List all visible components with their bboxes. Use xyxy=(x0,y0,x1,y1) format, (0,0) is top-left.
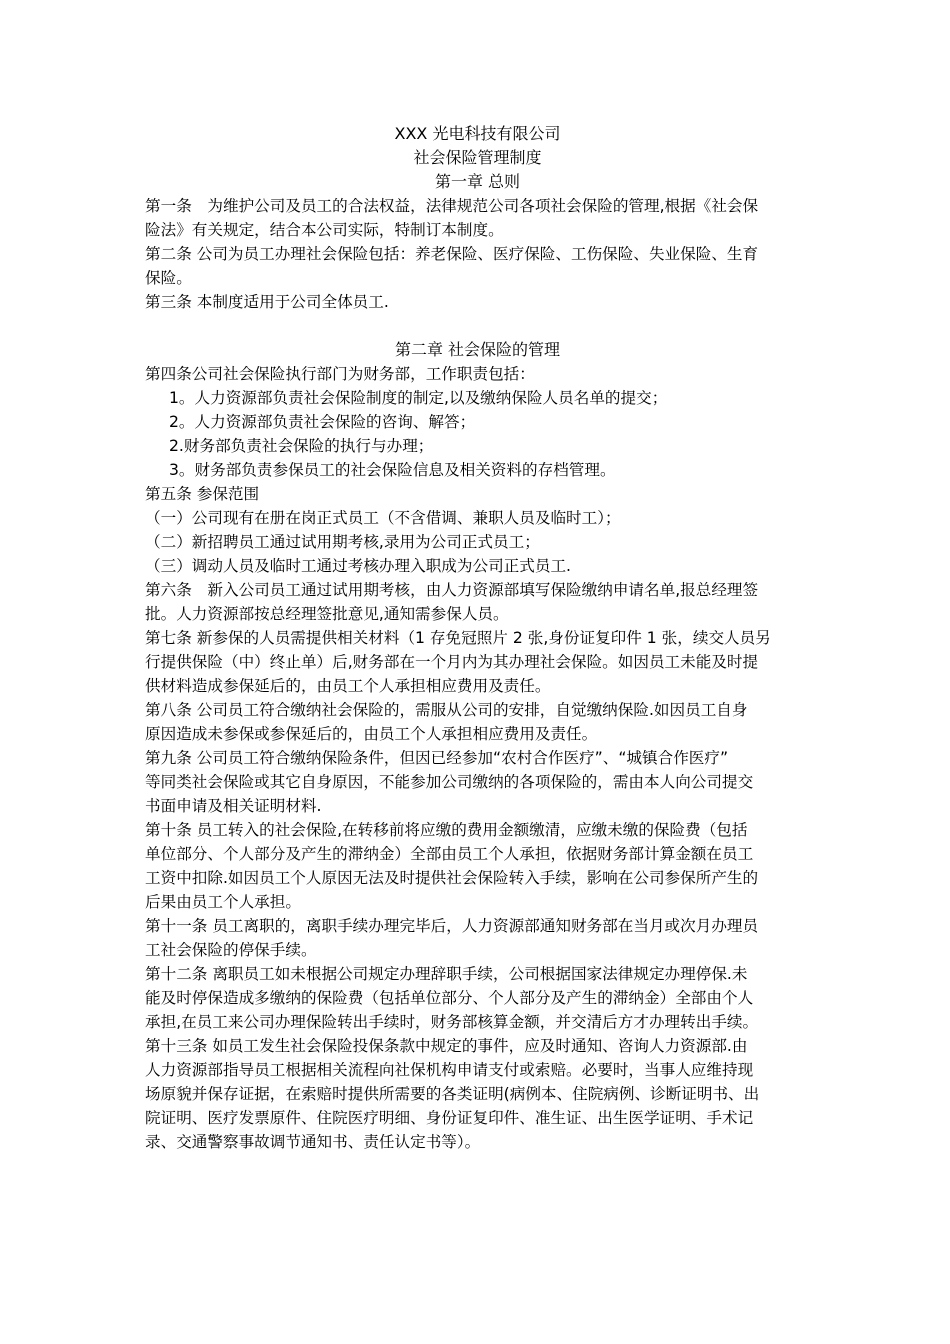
text-line: 第五条 参保范围 xyxy=(145,485,260,503)
chapter-1-body xyxy=(145,194,810,314)
chapter-2-heading: 第二章 社会保险的管理 xyxy=(394,340,561,359)
text-line: 供材料造成参保延后的，由员工个人承担相应费用及责任。 xyxy=(145,677,551,695)
text-line: 院证明、医疗发票原件、住院医疗明细、身份证复印件、准生证、出生医学证明、手术记 xyxy=(145,1109,754,1127)
text-line: 后果由员工个人承担。 xyxy=(145,893,301,911)
text-line: 险法》有关规定，结合本公司实际，特制订本制度。 xyxy=(145,221,504,239)
text-line: 人力资源部指导员工根据相关流程向社保机构申请支付或索赔。必要时，当事人应维持现 xyxy=(145,1061,754,1079)
list-item: 2.财务部负责社会保险的执行与办理； xyxy=(169,437,434,455)
chapter-1-heading: 第一章 总则 xyxy=(434,172,521,191)
text-line: 等同类社会保险或其它自身原因，不能参加公司缴纳的各项保险的，需由本人向公司提交 xyxy=(145,773,754,791)
text-line: 承担,在员工来公司办理保险转出手续时，财务部核算金额，并交清后方才办理转出手续。 xyxy=(145,1013,759,1031)
text-line: 场原貌并保存证据，在索赔时提供所需要的各类证明(病例本、住院病例、诊断证明书、出 xyxy=(145,1085,760,1103)
text-line: 原因造成未参保或参保延后的，由员工个人承担相应费用及责任。 xyxy=(145,725,598,743)
text-line: 第二条 公司为员工办理社会保险包括：养老保险、医疗保险、工伤保险、失业保险、生育 xyxy=(145,245,759,263)
text-line: 第十一条 员工离职的，离职手续办理完毕后，人力资源部通知财务部在当月或次月办理员 xyxy=(145,917,759,935)
text-line: 单位部分、个人部分及产生的滞纳金）全部由员工个人承担，依据财务部计算金额在员工 xyxy=(145,845,754,863)
list-item: （三）调动人员及临时工通过考核办理入职成为公司正式员工. xyxy=(145,557,571,575)
text-line: 第一条 为维护公司及员工的合法权益，法律规范公司各项社会保险的管理,根据《社会保 xyxy=(145,197,759,215)
text-line: 批。人力资源部按总经理签批意见,通知需参保人员。 xyxy=(145,605,509,623)
text-line: 工社会保险的停保手续。 xyxy=(145,941,317,959)
text-line: 第九条 公司员工符合缴纳保险条件，但因已经参加“农村合作医疗”、“城镇合作医疗” xyxy=(145,749,729,767)
list-item: 2。人力资源部负责社会保险的咨询、解答； xyxy=(169,413,476,431)
text-line: 第七条 新参保的人员需提供相关材料（1 存免冠照片 2 张,身份证复印件 1 张，续交人员另 xyxy=(145,629,771,647)
text-line: 工资中扣除.如因员工个人原因无法及时提供社会保险转入手续，影响在公司参保所产生的 xyxy=(145,869,759,887)
text-line: 能及时停保造成多缴纳的保险费（包括单位部分、个人部分及产生的滞纳金）全部由个人 xyxy=(145,989,754,1007)
text-line: 行提供保险（中）终止单）后,财务部在一个月内为其办理社会保险。如因员工未能及时提 xyxy=(145,653,759,671)
text-line: 保险。 xyxy=(145,269,192,287)
text-line: 第三条 本制度适用于公司全体员工. xyxy=(145,293,389,311)
document-title: 社会保险管理制度 xyxy=(413,148,542,167)
list-item: 1。人力资源部负责社会保险制度的制定,以及缴纳保险人员名单的提交； xyxy=(169,389,668,407)
company-name: XXX 光电科技有限公司 xyxy=(394,124,561,143)
blank-line xyxy=(145,314,810,338)
text-line: 第十条 员工转入的社会保险,在转移前将应缴的费用金额缴清，应缴未缴的保险费（包括 xyxy=(145,821,748,839)
text-line: 书面申请及相关证明材料. xyxy=(145,797,322,815)
text-line: 第八条 公司员工符合缴纳社会保险的，需服从公司的安排，自觉缴纳保险.如因员工自身 xyxy=(145,701,748,719)
list-item: （一）公司现有在册在岗正式员工（不含借调、兼职人员及临时工）； xyxy=(145,509,621,527)
text-line: 第六条 新入公司员工通过试用期考核，由人力资源部填写保险缴纳申请名单,报总经理签 xyxy=(145,581,759,599)
text-line: 第十二条 离职员工如未根据公司规定办理辞职手续，公司根据国家法律规定办理停保.未 xyxy=(145,965,748,983)
list-item: 3。财务部负责参保员工的社会保险信息及相关资料的存档管理。 xyxy=(169,461,616,479)
chapter-2-body xyxy=(145,362,810,1154)
text-line: 录、交通警察事故调节通知书、责任认定书等）。 xyxy=(145,1133,481,1151)
document-page xyxy=(145,122,810,1154)
list-item: （二）新招聘员工通过试用期考核,录用为公司正式员工； xyxy=(145,533,540,551)
text-line: 第四条公司社会保险执行部门为财务部，工作职责包括： xyxy=(145,365,535,383)
text-line: 第十三条 如员工发生社会保险投保条款中规定的事件，应及时通知、咨询人力资源部.由 xyxy=(145,1037,748,1055)
